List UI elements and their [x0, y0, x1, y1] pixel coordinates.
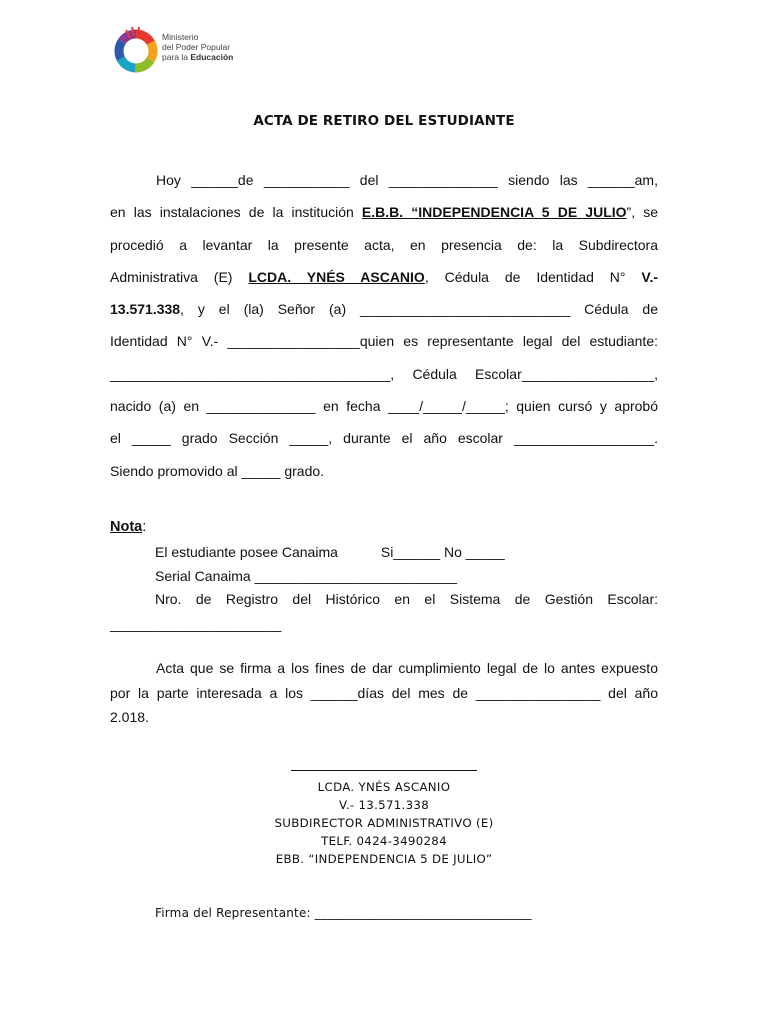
canaima-row — [155, 541, 658, 565]
body-line-9: el _____ grado Sección _____, durante el año escolar __________________. — [110, 430, 658, 447]
ministry-logo — [112, 24, 242, 80]
closing-line-2: por la parte interesada a los ______días del mes de ________________ del año — [110, 684, 658, 701]
ministry-name — [162, 32, 233, 62]
serial-row: Serial Canaima __________________________ — [155, 567, 458, 584]
nota-heading — [110, 519, 146, 535]
body-line-10: Siendo promovido al _____ grado. — [110, 462, 325, 479]
signer-phone: TELF. 0424-3490284 — [321, 834, 447, 848]
nota-label: Nota — [110, 519, 143, 535]
signer-name: LCDA. YNÉS ASCANIO — [317, 780, 451, 794]
signature-line — [291, 758, 477, 771]
body-line-6: Identidad N° V.- _________________quien es representante legal del estudiante: — [110, 333, 658, 350]
school-name: E.B.B. “INDEPENDENCIA 5 DE JULIO — [361, 204, 627, 221]
id-number: 13.571.338 — [110, 301, 181, 318]
body-line-2-text: en las instalaciones de la institución — [110, 204, 362, 221]
body-line-2-end: ”, se — [626, 204, 659, 221]
document-body — [110, 164, 658, 487]
logo-line-3: para la — [162, 52, 191, 62]
body-line-7: ____________________________________, Cédula Escolar_________________, — [110, 365, 658, 382]
closing-paragraph — [110, 656, 658, 730]
body-line-2 — [110, 196, 658, 228]
signature-block — [0, 758, 768, 868]
canaima-no: No _____ — [443, 544, 505, 560]
canaima-label: El estudiante posee Canaima — [155, 544, 338, 560]
closing-line-1: Acta que se firma a los fines de dar cumplimiento legal de lo antes expuesto — [156, 660, 658, 676]
nota-section — [155, 541, 658, 612]
registro-blank: ______________________ — [110, 616, 282, 632]
logo-line-1: Ministerio — [162, 32, 199, 42]
signer-school: EBB. “INDEPENDENCIA 5 DE JULIO” — [275, 852, 493, 866]
body-line-4-mid: , Cédula de Identidad N° — [424, 268, 642, 285]
canaima-si: Si______ — [380, 544, 441, 560]
body-line-5-text: , y el (la) Señor (a) ___________________________ Cédula de — [180, 301, 658, 318]
closing-line-3: 2.018. — [110, 709, 149, 725]
representative-signature: Firma del Representante: ___________________________________ — [155, 906, 532, 920]
registro-row: Nro. de Registro del Histórico en el Sistema de Gestión Escolar: — [155, 591, 658, 608]
logo-line-3-bold: Educación — [190, 52, 234, 62]
id-prefix: V.- — [641, 268, 659, 285]
body-line-4-text: Administrativa (E) — [110, 268, 249, 285]
body-line-3: procedió a levantar la presente acta, en presencia de: la Subdirectora — [110, 236, 658, 253]
signer-role: SUBDIRECTOR ADMINISTRATIVO (E) — [274, 816, 494, 830]
body-line-4 — [110, 261, 658, 293]
ministry-logo-icon — [112, 24, 160, 76]
signer-id: V.- 13.571.338 — [338, 798, 430, 812]
subdirector-name: LCDA. YNÉS ASCANIO — [248, 268, 425, 285]
body-line-5 — [110, 293, 658, 325]
body-line-1: Hoy ______de ___________ del ______________ siendo las ______am, — [156, 172, 658, 188]
logo-line-2: del Poder Popular — [162, 42, 231, 52]
body-line-8: nacido (a) en ______________ en fecha ____/_____/_____; quien cursó y aprobó — [110, 398, 658, 415]
nota-colon: : — [142, 519, 147, 535]
document-title: ACTA DE RETIRO DEL ESTUDIANTE — [253, 113, 515, 129]
